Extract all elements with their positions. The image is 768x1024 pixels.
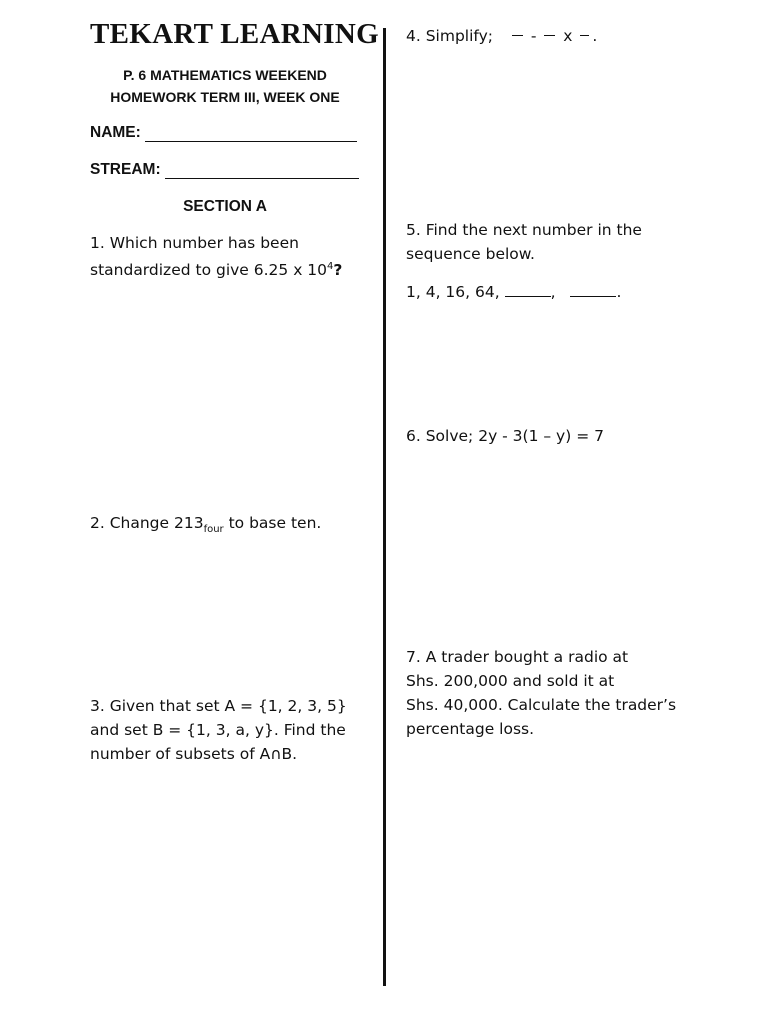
question-4 (406, 24, 597, 48)
fraction-bar-2 (544, 35, 555, 36)
question-1 (90, 231, 342, 282)
question-7-line3: Shs. 40,000. Calculate the trader’s (406, 696, 677, 714)
question-3-line2: and set B = {1, 3, a, y}. Find the (90, 721, 346, 739)
section-heading: SECTION A (183, 198, 267, 215)
fraction-bar-1 (512, 35, 523, 36)
question-6-text: 6. Solve; 2y - 3(1 – y) = 7 (406, 427, 604, 445)
question-7-line1: 7. A trader bought a radio at (406, 648, 629, 666)
question-2-base: four (203, 524, 224, 536)
stream-blank-line[interactable] (165, 164, 359, 179)
sequence-separator: , (550, 283, 556, 301)
question-4-times: x (563, 27, 573, 45)
question-3-line1: 3. Given that set A = {1, 2, 3, 5} (90, 697, 347, 715)
question-1-number: standardized to give 6.25 x 10 (90, 261, 328, 280)
question-4-end: . (592, 27, 598, 45)
name-field[interactable] (90, 124, 357, 142)
question-7-line2: Shs. 200,000 and sold it at (406, 672, 615, 690)
column-divider (383, 28, 386, 986)
stream-label: STREAM: (90, 161, 161, 178)
name-label: NAME: (90, 124, 141, 141)
question-5-line1: 5. Find the next number in the (406, 221, 642, 239)
question-4-prefix: 4. Simplify; (406, 27, 493, 45)
question-5-line2: sequence below. (406, 245, 535, 263)
question-2-suffix: to base ten. (223, 514, 322, 532)
question-3 (90, 694, 347, 766)
question-7 (406, 645, 676, 741)
question-2-prefix: 2. Change 213 (90, 514, 204, 532)
question-4-minus: - (530, 27, 537, 45)
sequence-end: . (616, 283, 622, 301)
question-3-line3: number of subsets of A∩B. (90, 745, 298, 763)
question-6 (406, 424, 604, 448)
question-5 (406, 218, 642, 304)
question-2 (90, 511, 321, 542)
stream-field[interactable] (90, 161, 359, 179)
question-1-exponent: 4 (327, 261, 334, 272)
question-7-line4: percentage loss. (406, 720, 535, 738)
question-1-line1: 1. Which number has been (90, 234, 299, 252)
sequence-numbers: 1, 4, 16, 64, (406, 283, 500, 301)
question-1-line2 (90, 255, 342, 282)
worksheet-subtitle-line1: P. 6 MATHEMATICS WEEKEND (123, 67, 327, 83)
fraction-bar-3 (580, 35, 589, 36)
sequence-blank-1[interactable] (505, 284, 551, 297)
school-title: TEKART LEARNING (90, 18, 379, 50)
question-1-mark: ? (333, 261, 343, 280)
name-blank-line[interactable] (145, 127, 357, 142)
sequence-blank-2[interactable] (570, 284, 616, 297)
question-5-sequence (406, 280, 642, 304)
worksheet-subtitle-line2: HOMEWORK TERM III, WEEK ONE (110, 89, 340, 105)
